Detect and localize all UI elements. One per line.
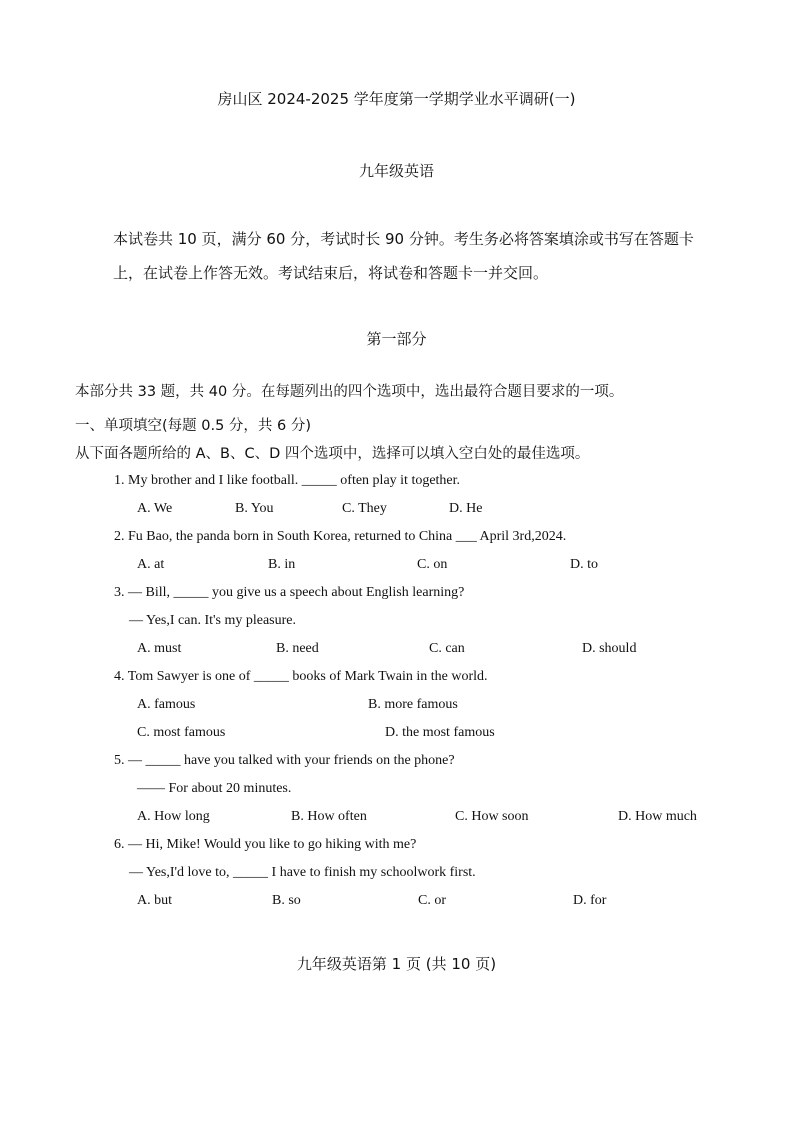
question-6-option-a: A. but	[137, 893, 172, 908]
section-heading: 一、单项填空(每题 0.5 分，共 6 分)	[75, 418, 312, 434]
subject-title: 九年级英语	[358, 162, 434, 180]
question-2-stem: 2. Fu Bao, the panda born in South Korea, returned to China ___ April 3rd,2024.	[114, 529, 567, 544]
question-1-option-c: C. They	[342, 501, 387, 516]
question-6-reply: — Yes,I'd love to, _____ I have to finish my schoolwork first.	[129, 865, 476, 880]
question-5-option-b: B. How often	[291, 809, 367, 824]
question-6-option-b: B. so	[272, 893, 301, 908]
part-title: 第一部分	[366, 330, 427, 348]
question-1-option-a: A. We	[137, 501, 173, 516]
question-3-option-d: D. should	[582, 641, 637, 656]
question-4-stem: 4. Tom Sawyer is one of _____ books of Mark Twain in the world.	[114, 669, 488, 684]
intro-line-2: 上，在试卷上作答无效。考试结束后，将试卷和答题卡一并交回。	[113, 264, 549, 282]
question-4-option-a: A. famous	[137, 697, 196, 712]
page-footer: 九年级英语第 1 页 (共 10 页)	[296, 955, 497, 973]
question-1-option-d: D. He	[449, 501, 483, 516]
question-6-stem: 6. — Hi, Mike! Would you like to go hiking with me?	[114, 837, 417, 852]
question-4-option-d: D. the most famous	[385, 725, 495, 740]
question-6-option-c: C. or	[418, 893, 446, 908]
part-description: 本部分共 33 题，共 40 分。在每题列出的四个选项中，选出最符合题目要求的一项。	[75, 384, 624, 400]
question-3-stem: 3. — Bill, _____ you give us a speech about English learning?	[114, 585, 465, 600]
question-5-reply: —— For about 20 minutes.	[137, 781, 292, 796]
question-3-option-c: C. can	[429, 641, 465, 656]
question-2-option-c: C. on	[417, 557, 448, 572]
question-5-option-c: C. How soon	[455, 809, 529, 824]
question-2-option-d: D. to	[570, 557, 598, 572]
question-5-option-a: A. How long	[137, 809, 210, 824]
question-1-stem: 1. My brother and I like football. _____ often play it together.	[114, 473, 461, 488]
exam-title: 房山区 2024-2025 学年度第一学期学业水平调研(一)	[217, 90, 576, 108]
question-3-option-a: A. must	[137, 641, 182, 656]
question-2-option-a: A. at	[137, 557, 165, 572]
question-1-option-b: B. You	[235, 501, 274, 516]
question-4-option-c: C. most famous	[137, 725, 226, 740]
question-2-option-b: B. in	[268, 557, 296, 572]
question-3-option-b: B. need	[276, 641, 319, 656]
question-3-reply: — Yes,I can. It's my pleasure.	[129, 613, 296, 628]
question-5-option-d: D. How much	[618, 809, 697, 824]
question-5-stem: 5. — _____ have you talked with your friends on the phone?	[114, 753, 455, 768]
intro-line-1: 本试卷共 10 页，满分 60 分，考试时长 90 分钟。考生务必将答案填涂或书写在答题卡	[113, 230, 694, 248]
question-6-option-d: D. for	[573, 893, 607, 908]
section-instruction: 从下面各题所给的 A、B、C、D 四个选项中，选择可以填入空白处的最佳选项。	[75, 446, 590, 462]
question-4-option-b: B. more famous	[368, 697, 458, 712]
